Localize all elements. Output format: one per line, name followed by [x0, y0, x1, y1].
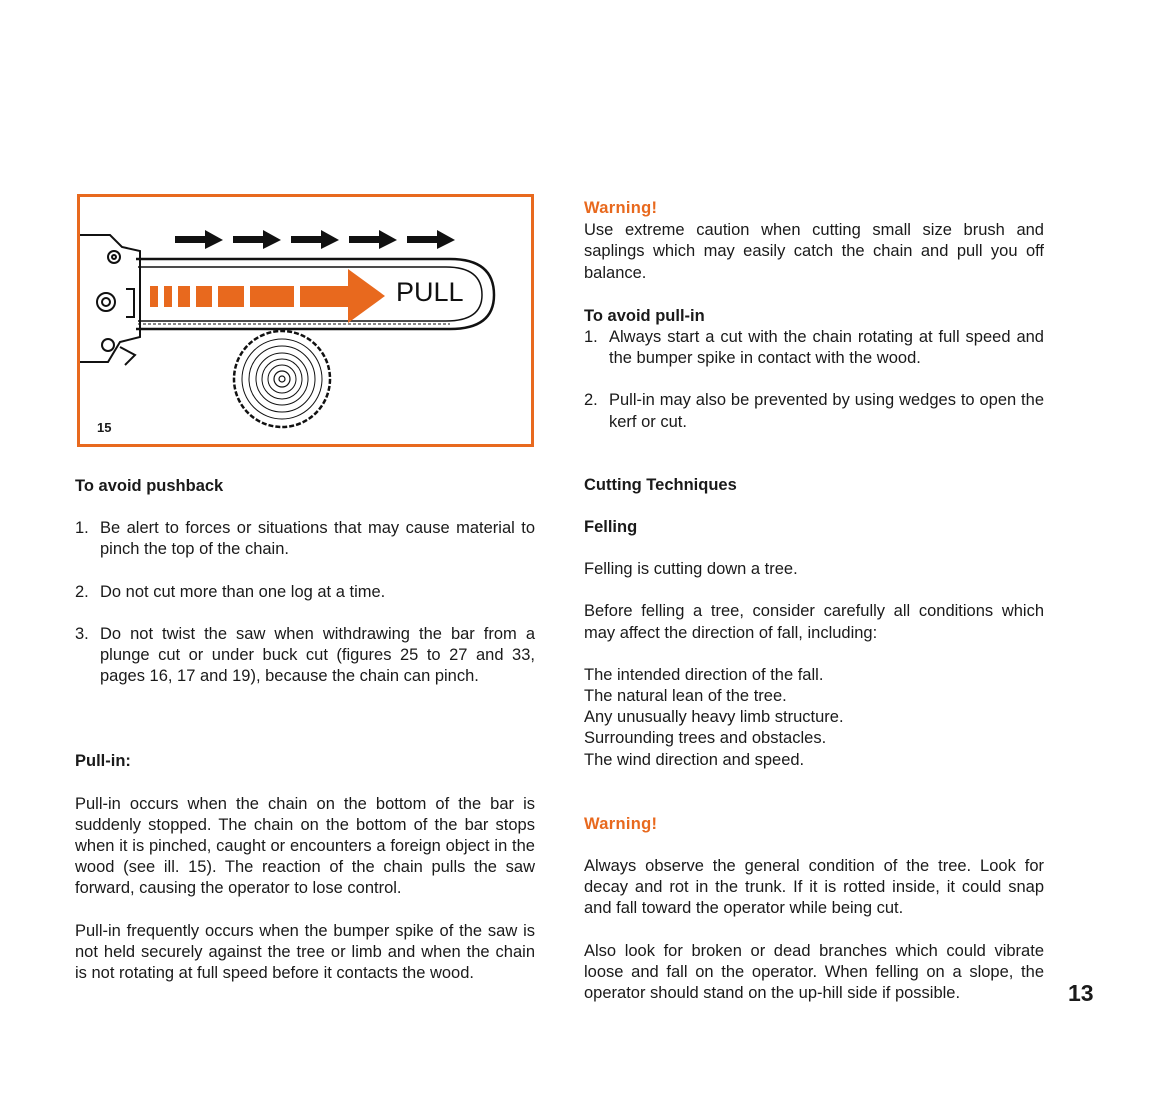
list-text: Be alert to forces or situations that may cause material to pinch the top of the chain.: [100, 519, 535, 559]
felling-definition: Felling is cutting down a tree.: [584, 560, 798, 579]
warning-text: Use extreme caution when cutting small size brush and saplings which may easily catch the chain and pull you off balance.: [584, 221, 1044, 282]
list-text: Do not cut more than one log at a time.: [100, 582, 386, 601]
list-number: 1.: [584, 328, 598, 347]
page-number: 13: [1068, 980, 1094, 1006]
list-number: 1.: [75, 519, 89, 538]
felling-heading: Felling: [584, 518, 638, 537]
warning-paragraph: Also look for broken or dead branches which could vibrate loose and fall on the operator. When felling on a slope, the operator should stand on the up-hill side if possible.: [584, 941, 1044, 1003]
list-item: The wind direction and speed.: [584, 750, 805, 769]
list-number: 3.: [75, 624, 89, 643]
list-number: 2.: [584, 391, 598, 410]
conditions-list: [584, 665, 1044, 771]
felling-intro: Before felling a tree, consider carefully all conditions which may affect the direction of fall, including:: [584, 602, 1044, 642]
warning-title: Warning!: [584, 814, 658, 833]
chainsaw-illustration: [80, 197, 531, 444]
list-item: [75, 582, 535, 603]
list-number: 2.: [75, 582, 89, 601]
list-text: Pull-in may also be prevented by using wedges to open the kerf or cut.: [609, 391, 1044, 431]
warning-title: Warning!: [584, 199, 658, 217]
list-item: Any unusually heavy limb structure.: [584, 708, 844, 727]
pull-label: PULL: [396, 277, 464, 307]
chain-direction-arrow-icon: [175, 230, 455, 249]
log-cross-section-icon: [234, 331, 330, 427]
left-column: [75, 476, 535, 984]
list-text: Always start a cut with the chain rotating at full speed and the bumper spike in contact with the wood.: [609, 328, 1044, 368]
list-item: [584, 327, 1044, 369]
list-item: The natural lean of the tree.: [584, 687, 787, 706]
pushback-list: [75, 518, 535, 687]
pullin-heading: Pull-in:: [75, 752, 131, 771]
list-item: [584, 390, 1044, 432]
saw-body-icon: [80, 235, 140, 365]
warning-paragraph: Always observe the general condition of the tree. Look for decay and rot in the trunk. If it is rotted inside, it could snap and fall toward the operator while being cut.: [584, 857, 1044, 918]
avoid-pullin-list: [584, 327, 1044, 433]
pull-arrow-icon: [150, 269, 385, 323]
pullin-paragraph: Pull-in occurs when the chain on the bottom of the bar is suddenly stopped. The chain on the bottom of the bar stops when it is pinched, caught or encounters a foreign object in the wood (see ill. 15). The reaction of the chain pulls the saw forward, causing the operator to lose control.: [75, 794, 535, 898]
list-item: The intended direction of the fall.: [584, 665, 824, 684]
figure-15-pull-in-illustration: [77, 194, 534, 447]
list-item: Surrounding trees and obstacles.: [584, 729, 827, 748]
pushback-heading: To avoid pushback: [75, 477, 224, 495]
cutting-techniques-heading: Cutting Techniques: [584, 475, 737, 494]
list-item: [75, 624, 535, 688]
figure-number: 15: [97, 420, 112, 435]
right-column: [584, 198, 1044, 1004]
list-text: Do not twist the saw when withdrawing the bar from a plunge cut or under buck cut (figures 25 to 27 and 33, pages 16, 17 and 19), because the chain can pinch.: [100, 624, 535, 686]
pullin-paragraph: Pull-in frequently occurs when the bumper spike of the saw is not held securely against the tree or limb and when the chain is not rotating at full speed before it contacts the wood.: [75, 921, 535, 983]
list-item: [75, 518, 535, 560]
avoid-pullin-heading: To avoid pull-in: [584, 306, 705, 325]
